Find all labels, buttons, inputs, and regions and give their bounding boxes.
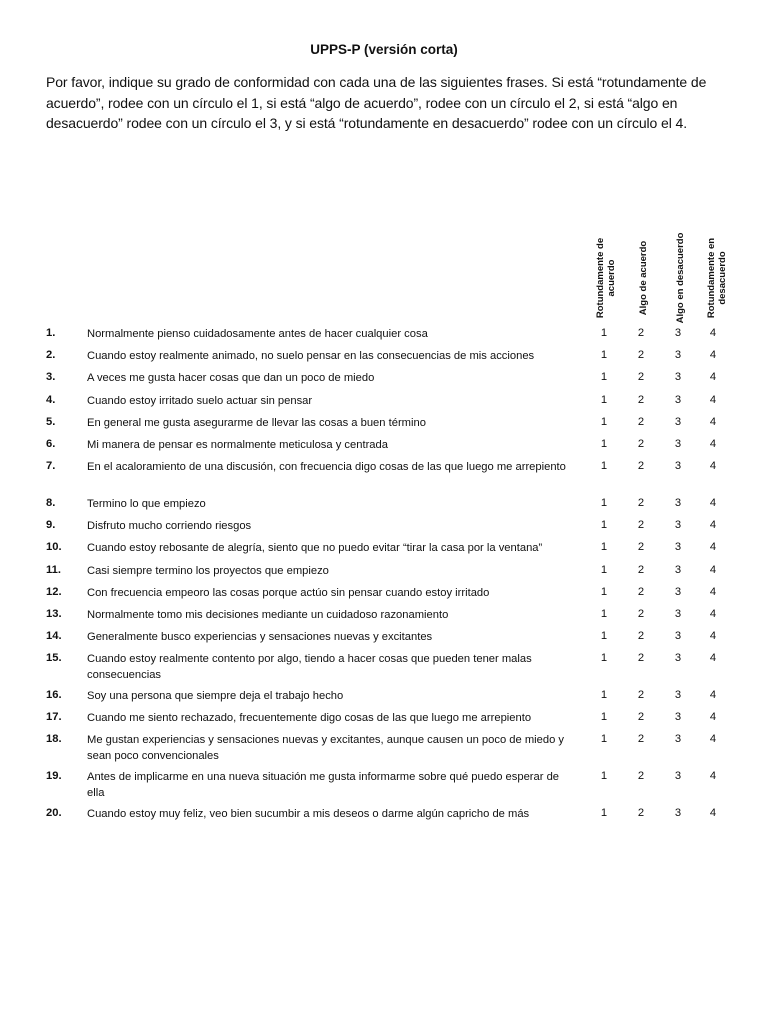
item-text: Cuando estoy irritado suelo actuar sin pensar [87, 395, 313, 407]
rating-option-1[interactable]: 1 [600, 564, 608, 576]
item-number: 4. [46, 394, 56, 406]
rating-option-2[interactable]: 2 [637, 416, 645, 428]
rating-option-1[interactable]: 1 [600, 711, 608, 723]
item-number: 19. [46, 770, 62, 782]
item-text: A veces me gusta hacer cosas que dan un poco de miedo [87, 372, 375, 384]
rating-option-3[interactable]: 3 [674, 349, 682, 361]
rating-option-1[interactable]: 1 [600, 608, 608, 620]
rating-option-3[interactable]: 3 [674, 807, 682, 819]
item-text: En general me gusta asegurarme de llevar las cosas a buen término [87, 417, 426, 429]
rating-option-2[interactable]: 2 [637, 349, 645, 361]
rating-option-3[interactable]: 3 [674, 394, 682, 406]
rating-option-3[interactable]: 3 [674, 711, 682, 723]
rating-option-3[interactable]: 3 [674, 497, 682, 509]
rating-option-3[interactable]: 3 [674, 416, 682, 428]
item-text: Mi manera de pensar es normalmente meticulosa y centrada [87, 439, 388, 451]
rating-option-4[interactable]: 4 [709, 652, 717, 664]
rating-option-1[interactable]: 1 [600, 541, 608, 553]
rating-option-3[interactable]: 3 [674, 460, 682, 472]
column-header-algo-en-desacuerdo: Algo en desacuerdo [674, 232, 686, 324]
item-text: Normalmente tomo mis decisiones mediante un cuidadoso razonamiento [87, 609, 449, 621]
rating-option-4[interactable]: 4 [709, 394, 717, 406]
item-number: 5. [46, 416, 56, 428]
rating-option-3[interactable]: 3 [674, 733, 682, 745]
item-number: 20. [46, 807, 62, 819]
item-number: 10. [46, 541, 62, 553]
item-number: 17. [46, 711, 62, 723]
rating-option-2[interactable]: 2 [637, 770, 645, 782]
rating-option-1[interactable]: 1 [600, 497, 608, 509]
rating-option-3[interactable]: 3 [674, 327, 682, 339]
item-number: 18. [46, 733, 62, 745]
item-text: En el acaloramiento de una discusión, con frecuencia digo cosas de las que luego me arrepiento [87, 461, 566, 473]
column-header-rotundamente-en-desacuerdo: Rotundamente en desacuerdo [706, 237, 728, 319]
rating-option-2[interactable]: 2 [637, 541, 645, 553]
rating-option-1[interactable]: 1 [600, 416, 608, 428]
rating-option-1[interactable]: 1 [600, 652, 608, 664]
rating-option-4[interactable]: 4 [709, 416, 717, 428]
rating-option-4[interactable]: 4 [709, 497, 717, 509]
item-text: Cuando estoy rebosante de alegría, siento que no puedo evitar “tirar la casa por la ventana” [87, 542, 543, 554]
item-number: 1. [46, 327, 56, 339]
item-text: Cuando estoy realmente animado, no suelo pensar en las consecuencias de mis acciones [87, 350, 535, 362]
item-number: 15. [46, 652, 62, 664]
rating-option-2[interactable]: 2 [637, 519, 645, 531]
item-number: 3. [46, 371, 56, 383]
rating-option-3[interactable]: 3 [674, 541, 682, 553]
item-number: 8. [46, 497, 56, 509]
rating-option-1[interactable]: 1 [600, 371, 608, 383]
rating-option-2[interactable]: 2 [637, 807, 645, 819]
rating-option-4[interactable]: 4 [709, 711, 717, 723]
rating-option-3[interactable]: 3 [674, 652, 682, 664]
item-text: Casi siempre termino los proyectos que empiezo [87, 565, 329, 577]
rating-option-3[interactable]: 3 [674, 438, 682, 450]
rating-option-2[interactable]: 2 [637, 711, 645, 723]
item-text: Cuando estoy muy feliz, veo bien sucumbir a mis deseos o darme algún capricho de más [87, 808, 530, 820]
rating-option-1[interactable]: 1 [600, 770, 608, 782]
item-text: Soy una persona que siempre deja el trabajo hecho [87, 690, 344, 702]
rating-option-3[interactable]: 3 [674, 519, 682, 531]
item-text: Normalmente pienso cuidadosamente antes de hacer cualquier cosa [87, 328, 428, 340]
rating-option-4[interactable]: 4 [709, 733, 717, 745]
item-number: 16. [46, 689, 62, 701]
rating-option-1[interactable]: 1 [600, 349, 608, 361]
item-text: Generalmente busco experiencias y sensaciones nuevas y excitantes [87, 631, 433, 643]
rating-option-2[interactable]: 2 [637, 394, 645, 406]
rating-option-2[interactable]: 2 [637, 608, 645, 620]
rating-option-1[interactable]: 1 [600, 807, 608, 819]
item-number: 14. [46, 630, 62, 642]
rating-option-4[interactable]: 4 [709, 807, 717, 819]
rating-option-2[interactable]: 2 [637, 630, 645, 642]
rating-option-2[interactable]: 2 [637, 652, 645, 664]
rating-option-4[interactable]: 4 [709, 349, 717, 361]
rating-option-2[interactable]: 2 [637, 371, 645, 383]
rating-option-4[interactable]: 4 [709, 541, 717, 553]
item-number: 12. [46, 586, 62, 598]
instructions-text: Por favor, indique su grado de conformidad con cada una de las siguientes frases. Si está “rotundamente de acuerdo”, rodee con un círculo el 1, si está “algo de acuerdo”, rodee con un círculo el 2, si está “algo en desacuerdo” rodee con un círculo el 3, y si está “rotundamente en desacuerdo” rodee con un círculo el 4. [46, 74, 707, 131]
item-number: 6. [46, 438, 56, 450]
rating-option-4[interactable]: 4 [709, 460, 717, 472]
item-number: 13. [46, 608, 62, 620]
rating-option-3[interactable]: 3 [674, 770, 682, 782]
rating-option-4[interactable]: 4 [709, 770, 717, 782]
rating-option-4[interactable]: 4 [709, 327, 717, 339]
item-number: 9. [46, 519, 56, 531]
item-text: Cuando estoy realmente contento por algo, tiendo a hacer cosas que pueden tener malas consecuencias [87, 653, 532, 681]
rating-option-4[interactable]: 4 [709, 630, 717, 642]
rating-option-3[interactable]: 3 [674, 608, 682, 620]
rating-option-4[interactable]: 4 [709, 608, 717, 620]
item-text: Me gustan experiencias y sensaciones nuevas y excitantes, aunque causen un poco de miedo y sean poco convencionales [87, 734, 565, 762]
rating-option-1[interactable]: 1 [600, 519, 608, 531]
item-text: Cuando me siento rechazado, frecuentemente digo cosas de las que luego me arrepiento [87, 712, 532, 724]
rating-option-4[interactable]: 4 [709, 519, 717, 531]
rating-option-1[interactable]: 1 [600, 586, 608, 598]
rating-option-3[interactable]: 3 [674, 564, 682, 576]
rating-option-2[interactable]: 2 [637, 438, 645, 450]
item-text: Con frecuencia empeoro las cosas porque actúo sin pensar cuando estoy irritado [87, 587, 490, 599]
item-number: 2. [46, 349, 56, 361]
rating-option-2[interactable]: 2 [637, 586, 645, 598]
rating-option-4[interactable]: 4 [709, 586, 717, 598]
rating-option-2[interactable]: 2 [637, 460, 645, 472]
item-text: Termino lo que empiezo [87, 498, 206, 510]
rating-option-1[interactable]: 1 [600, 327, 608, 339]
rating-option-1[interactable]: 1 [600, 689, 608, 701]
rating-option-1[interactable]: 1 [600, 460, 608, 472]
rating-option-2[interactable]: 2 [637, 564, 645, 576]
rating-option-2[interactable]: 2 [637, 497, 645, 509]
item-number: 7. [46, 460, 56, 472]
rating-option-1[interactable]: 1 [600, 733, 608, 745]
rating-option-4[interactable]: 4 [709, 371, 717, 383]
rating-option-2[interactable]: 2 [637, 327, 645, 339]
rating-option-1[interactable]: 1 [600, 630, 608, 642]
rating-option-3[interactable]: 3 [674, 371, 682, 383]
rating-option-2[interactable]: 2 [637, 733, 645, 745]
rating-option-3[interactable]: 3 [674, 586, 682, 598]
column-header-algo-de-acuerdo: Algo de acuerdo [637, 240, 649, 316]
column-header-rotundamente-de-acuerdo: Rotundamente de acuerdo [595, 237, 617, 319]
rating-option-3[interactable]: 3 [674, 689, 682, 701]
rating-option-2[interactable]: 2 [637, 689, 645, 701]
page-title: UPPS-P (versión corta) [310, 42, 458, 57]
rating-option-3[interactable]: 3 [674, 630, 682, 642]
rating-option-4[interactable]: 4 [709, 564, 717, 576]
rating-option-1[interactable]: 1 [600, 438, 608, 450]
item-text: Disfruto mucho corriendo riesgos [87, 520, 252, 532]
rating-option-1[interactable]: 1 [600, 394, 608, 406]
item-text: Antes de implicarme en una nueva situación me gusta informarme sobre qué puedo esperar de ella [87, 771, 560, 799]
rating-option-4[interactable]: 4 [709, 438, 717, 450]
item-number: 11. [46, 564, 61, 576]
rating-option-4[interactable]: 4 [709, 689, 717, 701]
